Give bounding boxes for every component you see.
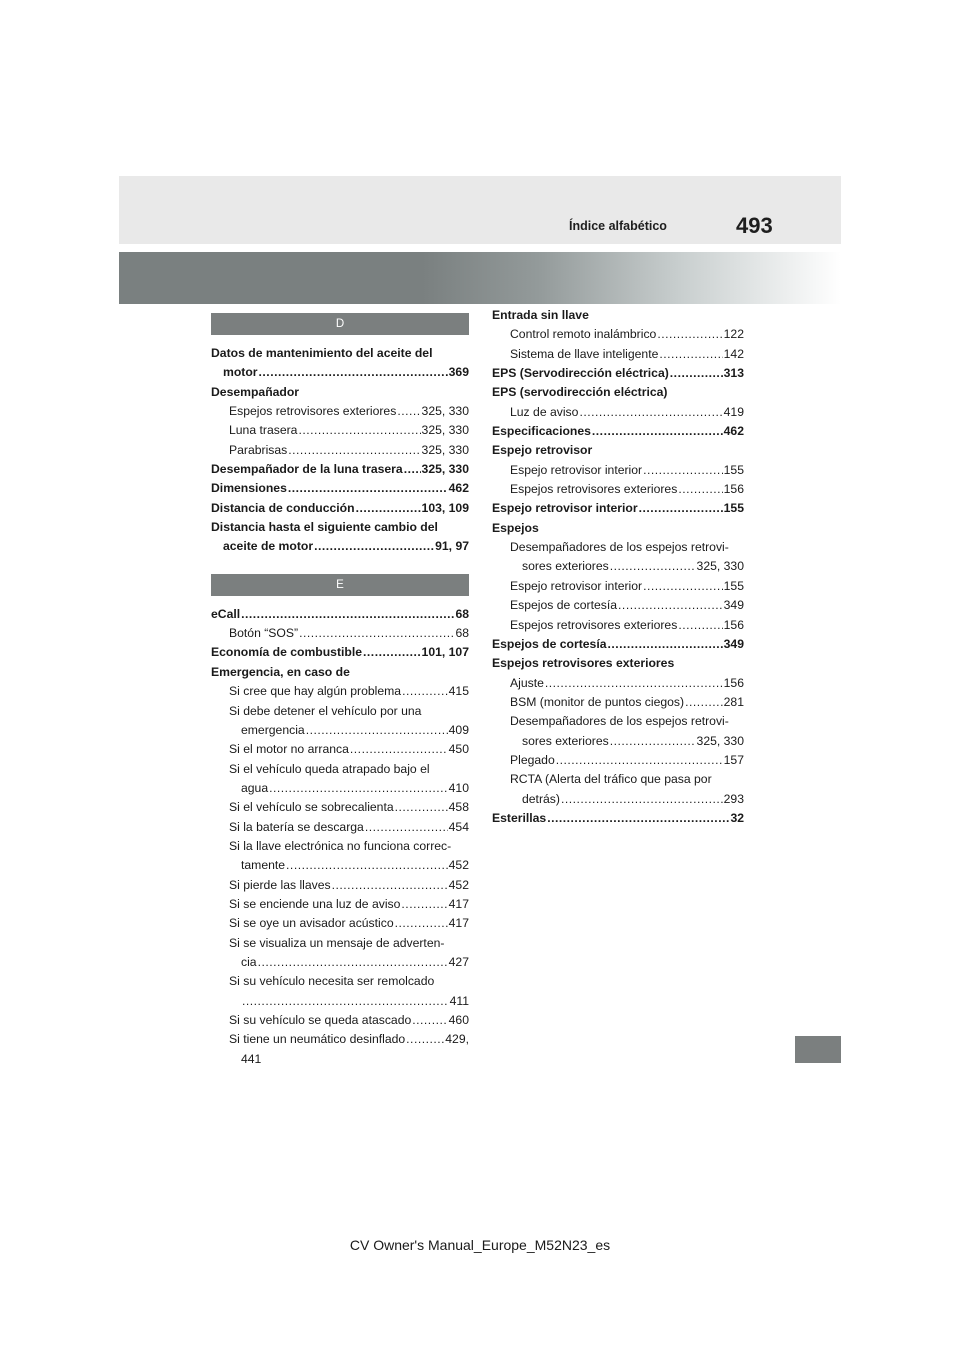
- index-entry-page: 122: [723, 327, 744, 342]
- index-entry-page: 411: [449, 993, 469, 1008]
- dot-leader: [395, 798, 448, 817]
- index-entry: [211, 479, 469, 498]
- index-entry-page: 313: [723, 366, 744, 381]
- index-column-right: [492, 306, 744, 828]
- index-entry-page: 91, 97: [435, 539, 469, 554]
- index-entry: [211, 518, 469, 537]
- index-entry-text: Dimensiones: [211, 481, 287, 496]
- index-entry: [211, 953, 469, 972]
- index-entry-text: motor: [223, 365, 258, 380]
- index-entry: [211, 876, 469, 895]
- dot-leader: [397, 402, 420, 421]
- dot-leader: [395, 914, 448, 933]
- index-entry: [211, 721, 469, 740]
- index-entry-text: Luna trasera: [229, 423, 298, 438]
- index-entry-page: 450: [448, 742, 469, 757]
- index-entry-text: Espejos retrovisores exteriores: [510, 617, 678, 632]
- footer-manual-id: CV Owner's Manual_Europe_M52N23_es: [349, 1237, 611, 1253]
- index-entry: [211, 760, 469, 779]
- index-entry-page: 157: [723, 752, 744, 767]
- dot-leader: [298, 421, 420, 440]
- index-entry-page: 293: [723, 791, 744, 806]
- index-entry-text: RCTA (Alerta del tráfico que pasa por: [510, 772, 712, 787]
- dot-leader: [306, 721, 448, 740]
- index-entry: [492, 616, 744, 635]
- index-entry-page: 462: [448, 481, 469, 496]
- index-entry-page: 155: [723, 501, 744, 516]
- index-entry-page: 325, 330: [421, 442, 469, 457]
- index-entry: [492, 751, 744, 770]
- index-entry: [492, 732, 744, 751]
- letter-band-d: D: [211, 313, 469, 335]
- index-entry-text: Parabrisas: [229, 442, 288, 457]
- index-entry-page: 452: [448, 858, 469, 873]
- dot-leader: [607, 635, 722, 654]
- side-thumb-tab: [795, 1036, 841, 1063]
- index-entry-text: Si la batería se descarga: [229, 819, 364, 834]
- dot-leader: [288, 441, 420, 460]
- dot-leader: [242, 992, 449, 1011]
- index-entry: [492, 499, 744, 518]
- index-entry-text: Si su vehículo necesita ser remolcado: [229, 974, 435, 989]
- index-entry: [211, 499, 469, 518]
- index-entry: [211, 1050, 469, 1069]
- index-entry: [211, 421, 469, 440]
- index-entry-page: 325, 330: [421, 462, 469, 477]
- index-entry-text: Desempañador de la luna trasera: [211, 462, 403, 477]
- index-entry-text: agua: [241, 780, 269, 795]
- index-entry: [211, 856, 469, 875]
- index-entry: [492, 461, 744, 480]
- index-entry-text: Si el vehículo se sobrecalienta: [229, 800, 394, 815]
- dot-leader: [401, 895, 447, 914]
- index-entry-page: 325, 330: [696, 559, 744, 574]
- index-entry-text: Si cree que hay algún problema: [229, 684, 402, 699]
- index-entry: [211, 1011, 469, 1030]
- index-entry: [211, 363, 469, 382]
- index-entry-text: Espejos de cortesía: [510, 598, 618, 613]
- index-entry-page: 427: [448, 954, 469, 969]
- index-entry: [211, 818, 469, 837]
- dot-leader: [643, 461, 723, 480]
- index-column-left: [211, 313, 469, 1069]
- index-entry: [211, 779, 469, 798]
- index-entry-text: Esterillas: [492, 810, 547, 825]
- header-gradient-bar: [119, 252, 841, 304]
- dot-leader: [365, 818, 448, 837]
- dot-leader: [350, 740, 448, 759]
- index-entry: [211, 663, 469, 682]
- index-entry-text: EPS (Servodirección eléctrica): [492, 366, 669, 381]
- index-entry: [211, 537, 469, 556]
- index-entry: [492, 654, 744, 673]
- index-entry: [492, 674, 744, 693]
- index-entry-text: Control remoto inalámbrico: [510, 327, 657, 342]
- index-entry-page: 325, 330: [421, 423, 469, 438]
- dot-leader: [258, 953, 448, 972]
- dot-leader: [618, 596, 723, 615]
- index-entry-text: Si tiene un neumático desinflado: [229, 1032, 406, 1047]
- index-entry: [492, 809, 744, 828]
- dot-leader: [678, 616, 722, 635]
- dot-leader: [259, 363, 448, 382]
- index-entry: [492, 770, 744, 789]
- index-entry-text: Espejos retrovisores exteriores: [229, 404, 397, 419]
- index-entry: [211, 441, 469, 460]
- index-entry-text: 441: [241, 1051, 262, 1066]
- index-entry: [211, 934, 469, 953]
- dot-leader: [547, 809, 729, 828]
- dot-leader: [356, 499, 421, 518]
- index-entry: [492, 383, 744, 402]
- index-entry-text: emergencia: [241, 722, 305, 737]
- index-entry: [211, 643, 469, 662]
- dot-leader: [657, 325, 722, 344]
- index-entry-text: Si se enciende una luz de aviso: [229, 896, 401, 911]
- index-entry-text: Sistema de llave inteligente: [510, 346, 659, 361]
- index-entry: [211, 460, 469, 479]
- index-entry-text: Emergencia, en caso de: [211, 664, 350, 679]
- page-number: 493: [736, 213, 773, 238]
- index-entry-page: 281: [723, 694, 744, 709]
- dot-leader: [406, 1030, 444, 1049]
- index-entry-text: Si la llave electrónica no funciona correc-: [229, 838, 452, 853]
- index-entry-page: 417: [448, 896, 469, 911]
- index-entry-page: 349: [723, 636, 744, 651]
- index-entry-page: 452: [448, 877, 469, 892]
- dot-leader: [639, 499, 723, 518]
- index-entry-page: 462: [723, 424, 744, 439]
- index-list-right: [492, 306, 744, 828]
- index-entry-text: Economía de combustible: [211, 645, 363, 660]
- index-entry: [211, 798, 469, 817]
- index-entry-page: 419: [723, 404, 744, 419]
- index-entry-page: 349: [723, 598, 744, 613]
- index-entry-text: Especificaciones: [492, 424, 591, 439]
- index-entry-page: 458: [448, 800, 469, 815]
- index-entry: [211, 402, 469, 421]
- index-entry-text: aceite de motor: [223, 539, 314, 554]
- index-entry-text: Distancia hasta el siguiente cambio del: [211, 520, 438, 535]
- index-entry-text: Plegado: [510, 752, 555, 767]
- index-entry: [492, 519, 744, 538]
- index-entry: [211, 972, 469, 991]
- index-entry: [211, 992, 469, 1011]
- dot-leader: [314, 537, 434, 556]
- index-entry-text: EPS (servodirección eléctrica): [492, 385, 668, 400]
- index-entry: [492, 557, 744, 576]
- index-entry-text: Si se oye un avisador acústico: [229, 916, 394, 931]
- index-entry-text: Datos de mantenimiento del aceite del: [211, 346, 433, 360]
- index-entry: [492, 364, 744, 383]
- index-entry: [492, 596, 744, 615]
- index-entry: [211, 837, 469, 856]
- dot-leader: [269, 779, 448, 798]
- index-entry: [492, 712, 744, 731]
- index-entry-page: 32: [730, 810, 744, 825]
- dot-leader: [545, 674, 723, 693]
- dot-leader: [643, 577, 723, 596]
- index-entry: [211, 702, 469, 721]
- index-entry-text: Espejos: [492, 520, 539, 535]
- dot-leader: [592, 422, 723, 441]
- index-entry-text: Si pierde las llaves: [229, 877, 331, 892]
- index-entry-page: 156: [723, 675, 744, 690]
- index-entry-text: detrás): [522, 791, 560, 806]
- index-entry-text: Espejo retrovisor interior: [510, 462, 643, 477]
- dot-leader: [363, 643, 421, 662]
- index-entry-text: Si el motor no arranca: [229, 742, 349, 757]
- index-entry-text: Si debe detener el vehículo por una: [229, 703, 422, 718]
- index-entry-text: BSM (monitor de puntos ciegos): [510, 694, 685, 709]
- index-entry: [211, 1030, 469, 1049]
- index-entry-page: 103, 109: [421, 500, 469, 515]
- index-entry: [211, 740, 469, 759]
- dot-leader: [288, 479, 448, 498]
- index-entry: [492, 538, 744, 557]
- index-entry-text: Desempañadores de los espejos retrovi-: [510, 540, 729, 555]
- dot-leader: [685, 693, 723, 712]
- dot-leader: [579, 403, 722, 422]
- index-entry-text: Entrada sin llave: [492, 308, 589, 322]
- index-entry: [211, 605, 469, 624]
- index-entry-text: eCall: [211, 606, 241, 621]
- index-entry-text: Botón “SOS”: [229, 626, 299, 641]
- index-entry-page: 409: [448, 722, 469, 737]
- index-entry-text: Si se visualiza un mensaje de adverten-: [229, 935, 445, 950]
- index-entry: [492, 441, 744, 460]
- index-entry-text: sores exteriores: [522, 733, 609, 748]
- dot-leader: [670, 364, 723, 383]
- dot-leader: [332, 876, 448, 895]
- index-entry-page: 68: [455, 606, 469, 621]
- index-entry: [492, 306, 744, 325]
- dot-leader: [241, 605, 454, 624]
- index-entry-page: 68: [455, 626, 469, 641]
- dot-leader: [659, 345, 722, 364]
- index-entry: [211, 383, 469, 402]
- index-entry-text: Espejos de cortesía: [492, 636, 607, 651]
- index-entry-page: 155: [723, 578, 744, 593]
- dot-leader: [402, 682, 448, 701]
- index-entry-page: 460: [448, 1013, 469, 1027]
- index-entry: [492, 635, 744, 654]
- index-entry: [492, 325, 744, 344]
- letter-band-e: E: [211, 574, 469, 596]
- index-entry-text: sores exteriores: [522, 559, 609, 574]
- index-entry: [211, 895, 469, 914]
- dot-leader: [299, 624, 454, 643]
- section-title: Índice alfabético: [569, 219, 667, 233]
- index-entry: [492, 790, 744, 809]
- dot-leader: [404, 460, 421, 479]
- index-entry-page: 155: [723, 462, 744, 477]
- index-entry: [211, 682, 469, 701]
- index-entry-text: tamente: [241, 858, 286, 873]
- index-entry-page: 325, 330: [421, 404, 469, 419]
- index-entry-text: Espejo retrovisor interior: [510, 578, 643, 593]
- index-entry-text: Si su vehículo se queda atascado: [229, 1013, 412, 1027]
- index-list-d: [211, 344, 469, 557]
- index-entry-page: 156: [723, 482, 744, 497]
- index-entry-text: Desempañador: [211, 384, 300, 399]
- index-entry-text: Luz de aviso: [510, 404, 579, 419]
- index-entry-page: 142: [723, 346, 744, 361]
- index-entry-page: 454: [448, 819, 469, 834]
- index-entry-text: Espejo retrovisor interior: [492, 501, 638, 516]
- dot-leader: [412, 1011, 447, 1030]
- index-entry: [492, 422, 744, 441]
- index-entry: [492, 480, 744, 499]
- index-entry: [211, 344, 469, 363]
- index-entry-text: cia: [241, 954, 257, 969]
- dot-leader: [678, 480, 722, 499]
- index-entry-text: Ajuste: [510, 675, 544, 690]
- index-entry-page: 101, 107: [421, 645, 469, 660]
- dot-leader: [286, 856, 448, 875]
- index-entry: [492, 403, 744, 422]
- index-entry: [211, 624, 469, 643]
- index-entry: [492, 577, 744, 596]
- index-entry-page: 415: [448, 684, 469, 699]
- index-list-e: [211, 605, 469, 1069]
- header-band: [119, 176, 841, 244]
- dot-leader: [556, 751, 723, 770]
- index-entry: [492, 345, 744, 364]
- index-entry-text: Si el vehículo queda atrapado bajo el: [229, 761, 430, 776]
- index-entry: [492, 693, 744, 712]
- index-entry-page: 417: [448, 916, 469, 931]
- index-entry-text: Desempañadores de los espejos retrovi-: [510, 714, 729, 729]
- index-entry-page: 325, 330: [696, 733, 744, 748]
- index-entry-page: 156: [723, 617, 744, 632]
- index-entry-text: Espejo retrovisor: [492, 443, 593, 458]
- index-entry-page: 429,: [445, 1032, 469, 1047]
- index-entry-page: 369: [448, 365, 469, 380]
- index-entry-page: 410: [448, 780, 469, 795]
- dot-leader: [610, 732, 696, 751]
- dot-leader: [561, 790, 723, 809]
- dot-leader: [610, 557, 696, 576]
- index-entry-text: Distancia de conducción: [211, 500, 355, 515]
- index-entry-text: Espejos retrovisores exteriores: [492, 656, 675, 671]
- index-entry: [211, 914, 469, 933]
- index-entry-text: Espejos retrovisores exteriores: [510, 482, 678, 497]
